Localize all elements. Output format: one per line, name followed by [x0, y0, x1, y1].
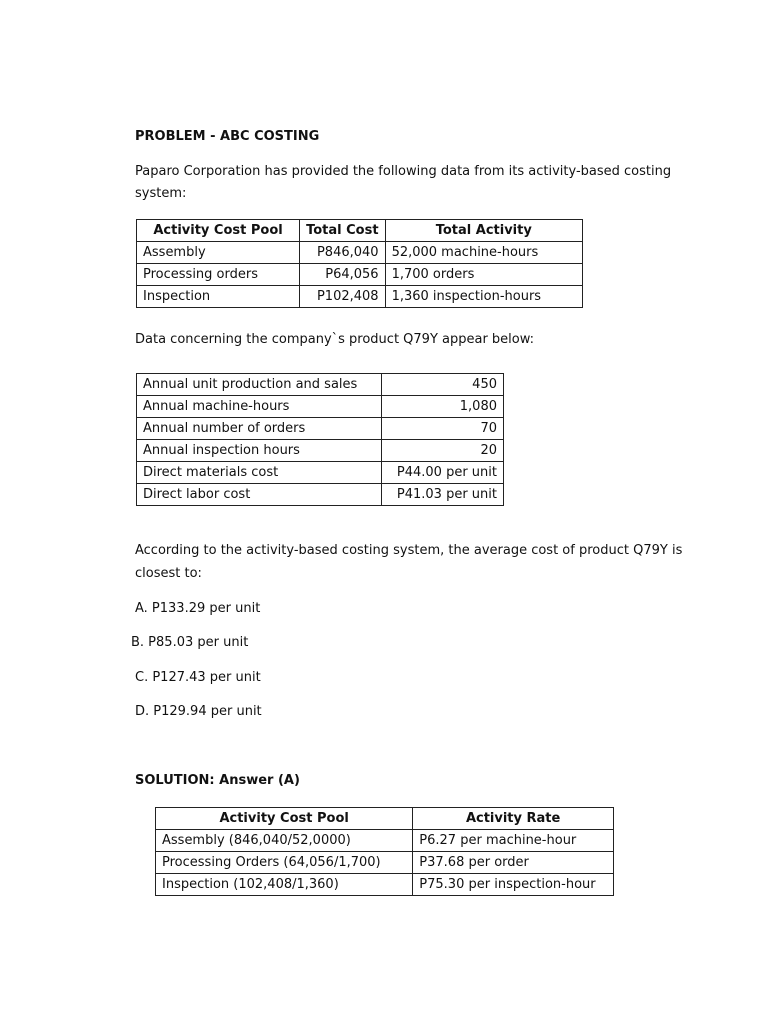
pool-total-cost: P846,040 [300, 242, 385, 264]
product-data-value: P41.03 per unit [382, 484, 504, 506]
pool-name: Inspection [137, 286, 300, 308]
table-row [137, 484, 504, 506]
product-data-label: Annual machine-hours [137, 396, 382, 418]
pool-name: Processing orders [137, 264, 300, 286]
product-data-value: P44.00 per unit [382, 462, 504, 484]
product-data-value: 20 [382, 440, 504, 462]
activity-rate-table [155, 807, 614, 896]
question-line-1: According to the activity-based costing system, the average cost of product Q79Y is [135, 543, 683, 558]
intro-line-2: system: [135, 186, 187, 201]
activity-cost-pool-table [136, 219, 583, 308]
table-row [137, 242, 583, 264]
header-activity-cost-pool: Activity Cost Pool [137, 220, 300, 242]
product-intro: Data concerning the company`s product Q79Y appear below: [135, 332, 535, 347]
question-line-2: closest to: [135, 566, 202, 581]
product-data-value: 450 [382, 374, 504, 396]
rate-value: P75.30 per inspection-hour [413, 874, 614, 896]
header-activity-cost-pool: Activity Cost Pool [156, 808, 413, 830]
rate-pool-name: Inspection (102,408/1,360) [156, 874, 413, 896]
table-row [137, 440, 504, 462]
table-row [156, 874, 614, 896]
product-data-value: 70 [382, 418, 504, 440]
pool-name: Assembly [137, 242, 300, 264]
header-total-cost: Total Cost [300, 220, 385, 242]
product-data-label: Direct materials cost [137, 462, 382, 484]
product-data-label: Annual unit production and sales [137, 374, 382, 396]
pool-total-activity: 1,360 inspection-hours [385, 286, 582, 308]
pool-total-activity: 1,700 orders [385, 264, 582, 286]
table-header-row [137, 220, 583, 242]
table-row [137, 396, 504, 418]
table-row [137, 418, 504, 440]
problem-title: PROBLEM - ABC COSTING [135, 129, 320, 144]
table-row [156, 852, 614, 874]
intro-line-1: Paparo Corporation has provided the following data from its activity-based costing [135, 164, 672, 179]
table-header-row [156, 808, 614, 830]
rate-value: P6.27 per machine-hour [413, 830, 614, 852]
rate-pool-name: Assembly (846,040/52,0000) [156, 830, 413, 852]
table-row [156, 830, 614, 852]
rate-value: P37.68 per order [413, 852, 614, 874]
table-row [137, 374, 504, 396]
header-activity-rate: Activity Rate [413, 808, 614, 830]
option-b: B. P85.03 per unit [131, 635, 249, 650]
option-d: D. P129.94 per unit [135, 704, 262, 719]
product-data-label: Direct labor cost [137, 484, 382, 506]
product-data-label: Annual inspection hours [137, 440, 382, 462]
rate-pool-name: Processing Orders (64,056/1,700) [156, 852, 413, 874]
pool-total-cost: P64,056 [300, 264, 385, 286]
table-row [137, 264, 583, 286]
pool-total-activity: 52,000 machine-hours [385, 242, 582, 264]
product-data-table [136, 373, 504, 506]
pool-total-cost: P102,408 [300, 286, 385, 308]
product-data-value: 1,080 [382, 396, 504, 418]
option-c: C. P127.43 per unit [135, 670, 261, 685]
option-a: A. P133.29 per unit [135, 601, 261, 616]
table-row [137, 462, 504, 484]
product-data-label: Annual number of orders [137, 418, 382, 440]
table-row [137, 286, 583, 308]
header-total-activity: Total Activity [385, 220, 582, 242]
solution-heading: SOLUTION: Answer (A) [135, 773, 300, 788]
